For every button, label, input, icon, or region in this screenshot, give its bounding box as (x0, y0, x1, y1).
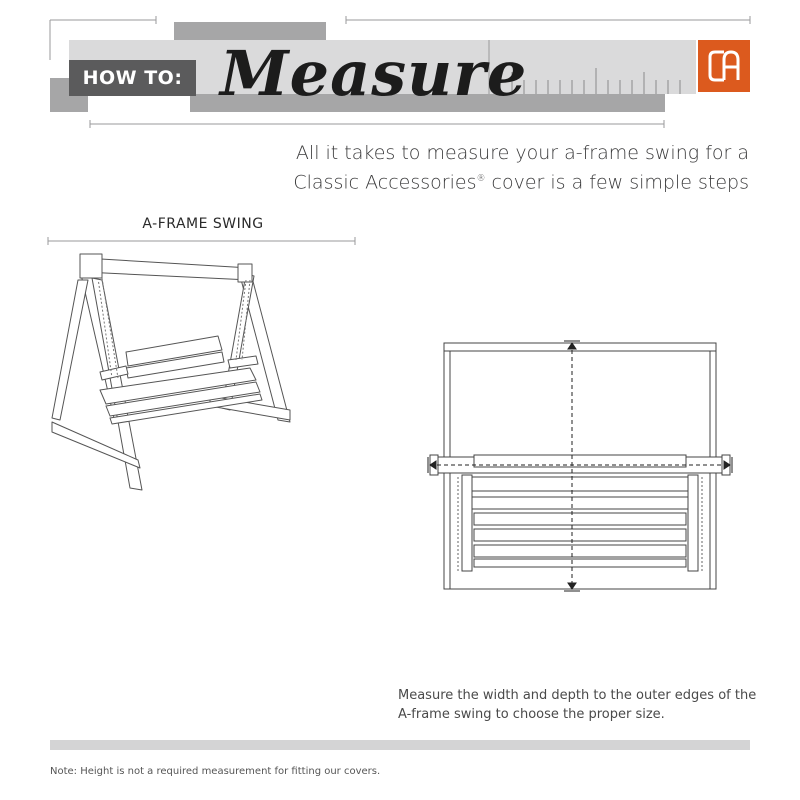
intro-line-1: All it takes to measure your a-frame swing for a (295, 142, 749, 164)
footnote: Note: Height is not a required measurement for fitting our covers. (50, 766, 381, 777)
a-frame-swing-illustration (40, 250, 310, 500)
swing-label-dimension-line (0, 0, 400, 250)
measure-instruction: Measure the width and depth to the outer edges of the A-frame swing to choose the proper size. (398, 688, 757, 722)
intro-brand: Classic Accessories (293, 171, 477, 194)
footer-divider (50, 740, 750, 750)
classic-accessories-logo-icon (698, 40, 750, 92)
brand-logo (698, 40, 750, 92)
swing-top-view-diagram (420, 335, 740, 605)
swing-label: A-FRAME SWING (142, 216, 264, 232)
page-title: Measure (220, 37, 528, 110)
intro-line-2-end: cover is a few simple steps (485, 171, 749, 194)
how-to-label: HOW TO: (69, 60, 196, 96)
registered-mark: ® (476, 174, 486, 184)
